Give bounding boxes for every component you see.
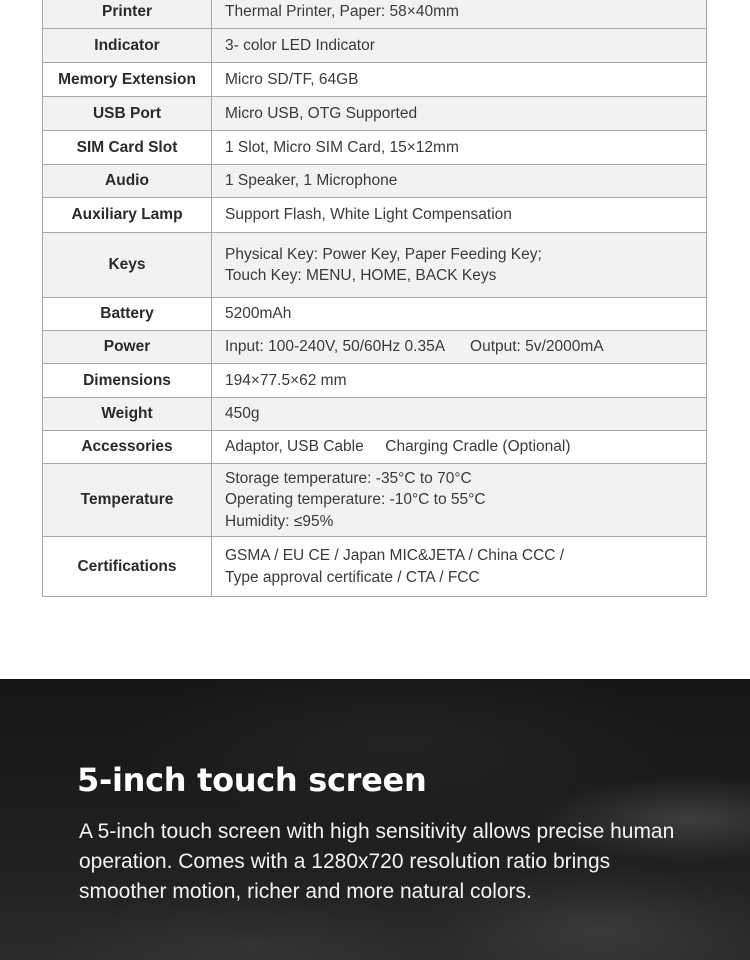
spec-row-memory-extension bbox=[43, 63, 707, 97]
spec-row-temperature bbox=[43, 464, 707, 537]
spec-value-line: 194×77.5×62 mm bbox=[225, 371, 347, 389]
spec-value bbox=[212, 198, 707, 233]
spec-table bbox=[42, 0, 707, 597]
spec-value-line: 450g bbox=[225, 405, 260, 423]
spec-label: SIM Card Slot bbox=[43, 131, 212, 165]
spec-value bbox=[212, 331, 707, 364]
spec-value-line: Micro SD/TF, 64GB bbox=[225, 70, 359, 88]
spec-value bbox=[212, 165, 707, 198]
spec-value-line: Thermal Printer, Paper: 58×40mm bbox=[225, 2, 459, 20]
spec-label: Indicator bbox=[43, 29, 212, 63]
feature-title: 5-inch touch screen bbox=[77, 761, 427, 799]
spec-label: USB Port bbox=[43, 97, 212, 131]
feature-description: A 5-inch touch screen with high sensitivity allows precise human operation. Comes with a 1280x720 resolution ratio brings smoother motion, richer and more natural colors. bbox=[79, 820, 675, 903]
spec-value bbox=[212, 97, 707, 131]
spec-label: Weight bbox=[43, 398, 212, 431]
spec-label: Temperature bbox=[43, 464, 212, 537]
spec-value bbox=[212, 63, 707, 97]
spec-value-line: Humidity: ≤95% bbox=[225, 512, 334, 530]
spec-value-line: Operating temperature: -10°C to 55°C bbox=[225, 491, 486, 509]
spec-value bbox=[212, 364, 707, 398]
spec-row-sim-card-slot bbox=[43, 131, 707, 165]
spec-value-line: 1 Slot, Micro SIM Card, 15×12mm bbox=[225, 138, 459, 156]
spec-row-accessories bbox=[43, 431, 707, 464]
spec-value bbox=[212, 537, 707, 597]
spec-value-line: Micro USB, OTG Supported bbox=[225, 104, 418, 122]
spec-label: Audio bbox=[43, 165, 212, 198]
spec-value-line: 1 Speaker, 1 Microphone bbox=[225, 172, 398, 190]
spec-value bbox=[212, 431, 707, 464]
spec-row-keys bbox=[43, 233, 707, 298]
spec-label: Power bbox=[43, 331, 212, 364]
spec-value-line: Physical Key: Power Key, Paper Feeding Key; bbox=[225, 245, 542, 263]
spec-row-battery bbox=[43, 298, 707, 331]
spec-value bbox=[212, 464, 707, 537]
spec-row-auxiliary-lamp bbox=[43, 198, 707, 233]
spec-label: Dimensions bbox=[43, 364, 212, 398]
spec-label: Keys bbox=[43, 233, 212, 298]
spec-row-audio bbox=[43, 165, 707, 198]
spec-row-usb-port bbox=[43, 97, 707, 131]
spec-value-line: 3- color LED Indicator bbox=[225, 36, 375, 54]
touch-screen-feature-banner bbox=[0, 679, 750, 960]
spec-value bbox=[212, 131, 707, 165]
spec-value-line: GSMA / EU CE / Japan MIC&JETA / China CCC / bbox=[225, 547, 565, 564]
spec-label: Certifications bbox=[43, 537, 212, 597]
spec-value bbox=[212, 298, 707, 331]
spec-row-weight bbox=[43, 398, 707, 431]
spec-row-power bbox=[43, 331, 707, 364]
spec-label: Accessories bbox=[43, 431, 212, 464]
spec-value-line: Type approval certificate / CTA / FCC bbox=[225, 568, 480, 586]
spec-value-line: Adaptor, USB Cable Charging Cradle (Optional) bbox=[225, 438, 571, 456]
spec-label: Printer bbox=[43, 0, 212, 29]
spec-value bbox=[212, 398, 707, 431]
spec-label: Memory Extension bbox=[43, 63, 212, 97]
spec-row-certifications bbox=[43, 537, 707, 597]
spec-value bbox=[212, 233, 707, 298]
spec-value-line: Support Flash, White Light Compensation bbox=[225, 206, 512, 224]
spec-value-line: Input: 100-240V, 50/60Hz 0.35A Output: 5v/2000mA bbox=[225, 338, 604, 356]
spec-value bbox=[212, 0, 707, 29]
spec-row-dimensions bbox=[43, 364, 707, 398]
spec-label: Auxiliary Lamp bbox=[43, 198, 212, 233]
spec-row-printer bbox=[43, 0, 707, 29]
spec-row-indicator bbox=[43, 29, 707, 63]
spec-value-line: Storage temperature: -35°C to 70°C bbox=[225, 469, 472, 487]
spec-value bbox=[212, 29, 707, 63]
spec-value-line: Touch Key: MENU, HOME, BACK Keys bbox=[225, 267, 497, 284]
spec-label: Battery bbox=[43, 298, 212, 331]
spec-value-line: 5200mAh bbox=[225, 305, 292, 323]
